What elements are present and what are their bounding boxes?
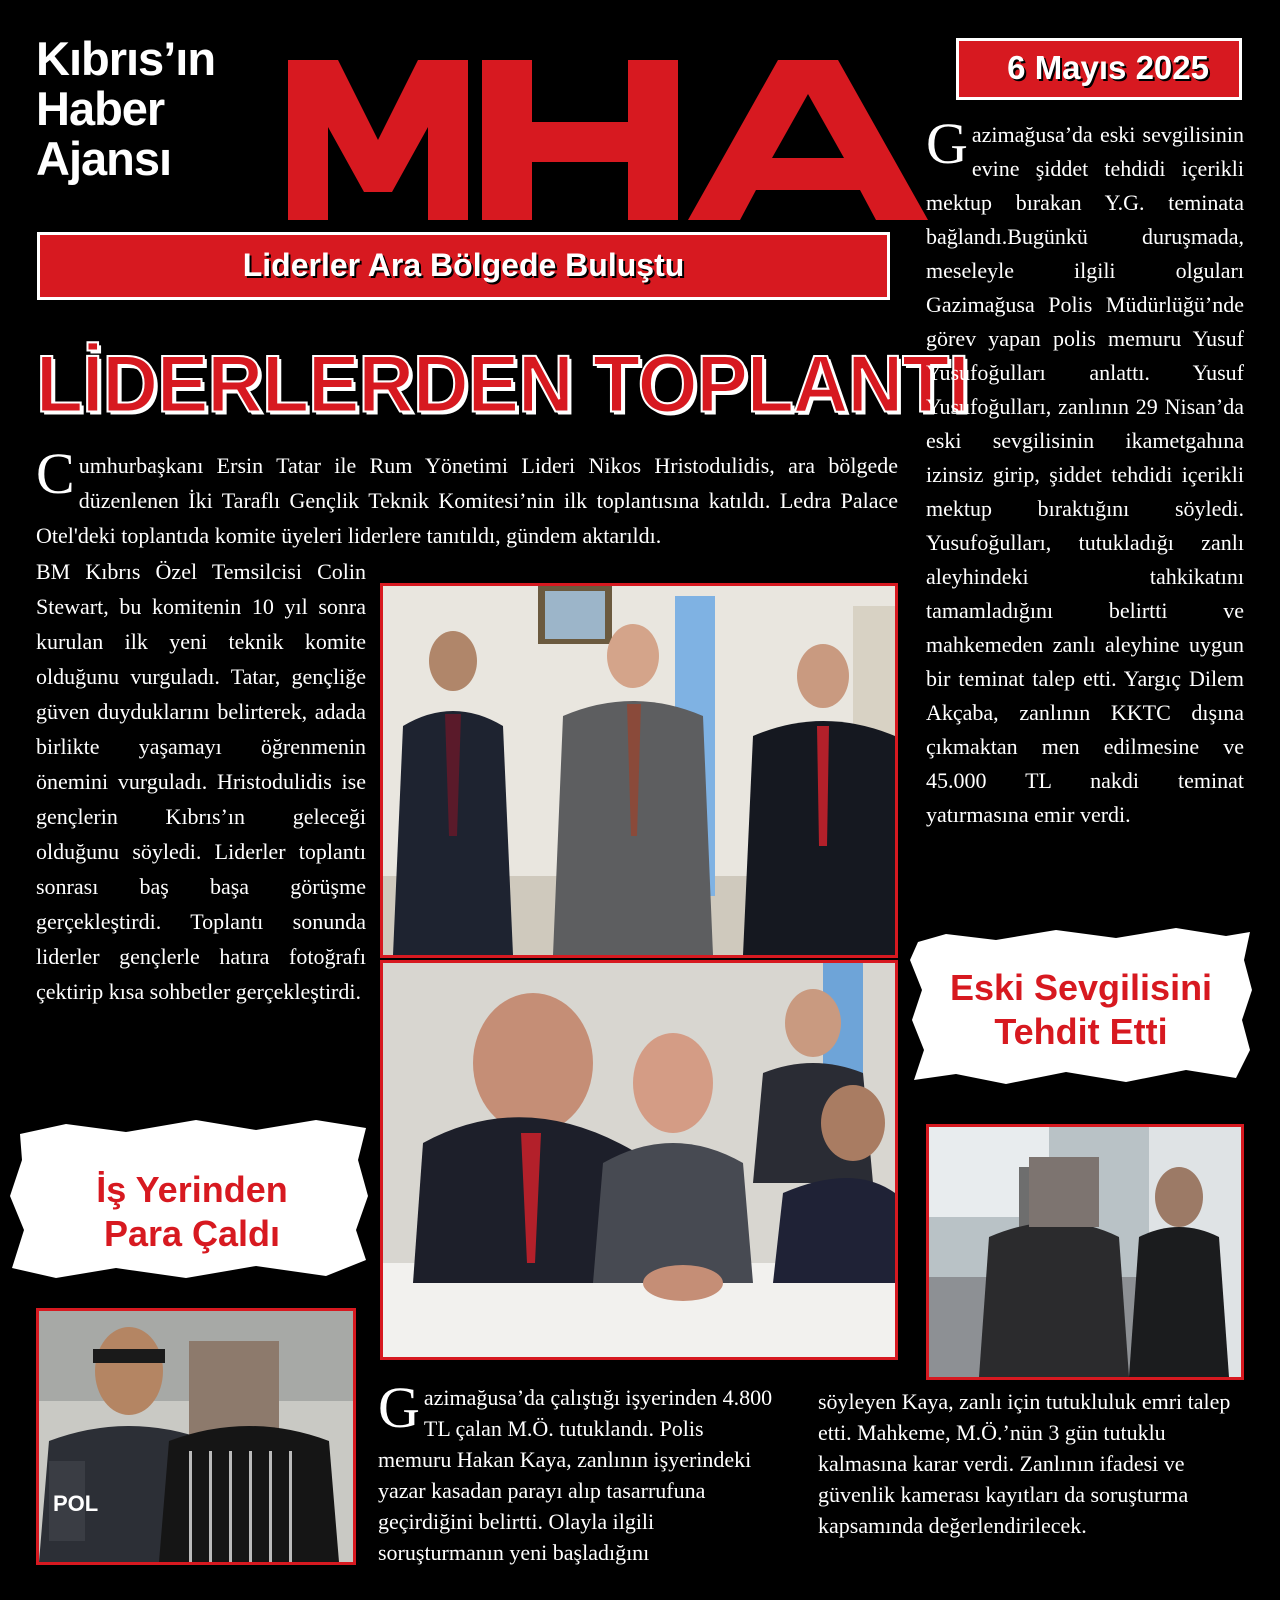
bottom-story-title: [22, 1168, 362, 1256]
theft-suspect-image: [39, 1311, 353, 1562]
police-badge-text: POL: [53, 1491, 99, 1516]
arrest-image: [929, 1127, 1241, 1377]
mha-logo: [270, 29, 950, 222]
agency-line-3: Ajansı: [36, 132, 172, 185]
agency-line-2: Haber: [36, 82, 165, 135]
theft-suspect-photo: [36, 1308, 356, 1565]
side-story: [926, 111, 1244, 832]
side-story-title-line-1: Eski Sevgilisini: [949, 967, 1213, 1008]
leaders-meeting-photo: [380, 960, 898, 1360]
section-banner: Liderler Ara Bölgede Buluştu: [37, 232, 890, 300]
issue-date: 6 Mayıs 2025: [956, 38, 1242, 100]
side-story-drop-cap: G: [926, 111, 968, 176]
side-story-body: azimağusa’da eski sevgilisinin evine şiddet tehdidi içerikli mektup bırakan Y.G. teminata bağlandı.Bugünkü duruşmada, meseleyle ilgili olguları Gazimağusa Polis Müdürlüğü’nde görev yapan polis memuru Yusuf Yusufoğulları anlattı. Yusuf Yusufoğulları, zanlının 29 Nisan’da eski sevgilisinin ikametgahına izinsiz girip, şiddet tehdidi içerikli mektup bıraktığını söyledi. Yusufoğulları, tutukladığı zanlı aleyhindeki tahkikatını tamamladığını belirtti ve mahkemeden zanlı aleyhine uygun bir teminat talep etti. Yargıç Dilem Akçaba, zanlının KKTC dışına çıkmaktan men edilmesine ve 45.000 TL nakdi teminat yatırmasına emir verdi.: [926, 122, 1244, 827]
arrest-photo: [926, 1124, 1244, 1380]
main-lead: [36, 441, 898, 553]
main-story-body: BM Kıbrıs Özel Temsilcisi Colin Stewart, bu komitenin 10 yıl sonra kurulan ilk yeni teknik komite olduğunu vurguladı. Tatar, gençliğe güven duyduklarını belirterek, adada birlikte yaşamayı öğrenmenin önemini vurguladı. Hristodulidis ise gençlerin Kıbrıs’ın geleceği olduğunu söyledi. Liderler toplantı sonrası baş başa görüşme gerçekleştirdi. Toplantı sonunda liderler gençlerle hatıra fotoğrafı çektirip kısa sohbetler gerçekleştirdi.: [36, 559, 366, 1004]
logo-text: MHA: [270, 29, 308, 46]
main-headline: LİDERLERDEN TOPLANTI: [36, 338, 969, 430]
main-lead-text: umhurbaşkanı Ersin Tatar ile Rum Yönetimi Lideri Nikos Hristodulidis, ara bölgede düzenlenen İki Taraflı Gençlik Teknik Komitesi’nin ilk toplantısına katıldı. Ledra Palace Otel'deki toplantıda komite üyeleri liderlere tanıtıldı, gündem aktarıldı.: [36, 453, 898, 548]
drop-cap: C: [36, 441, 75, 506]
bottom-story-col-2: [818, 1386, 1248, 1541]
agency-line-1: Kıbrıs’ın: [36, 32, 216, 85]
leaders-standing-photo: [380, 583, 898, 958]
bottom-story-col-1: [378, 1375, 778, 1568]
bottom-story-drop-cap: G: [378, 1375, 420, 1440]
leaders-standing-image: [383, 586, 895, 955]
leaders-meeting-image: [383, 963, 895, 1357]
side-story-title: [916, 966, 1246, 1054]
side-story-title-line-2: Tehdit Etti: [994, 1011, 1168, 1052]
side-story-text: [926, 111, 1244, 832]
bottom-story-title-line-1: İş Yerinden: [96, 1169, 288, 1210]
bottom-story-text-1: azimağusa’da çalıştığı işyerinden 4.800 TL çalan M.Ö. tutuklandı. Polis memuru Hakan Kaya, zanlının işyerindeki yazar kasadan parayı alıp tasarrufuna geçirdiğini belirtti. Olayla ilgili soruşturmanın yeni başladığını: [378, 1385, 773, 1565]
bottom-story-title-line-2: Para Çaldı: [103, 1213, 281, 1254]
bottom-story-text-2: söyleyen Kaya, zanlı için tutukluluk emri talep etti. Mahkeme, M.Ö.’nün 3 gün tutuklu kalmasına karar verdi. Zanlının ifadesi ve güvenlik kamerası kayıtları da soruşturma kapsamında değerlendirilecek.: [818, 1389, 1231, 1538]
agency-name: [36, 34, 215, 184]
